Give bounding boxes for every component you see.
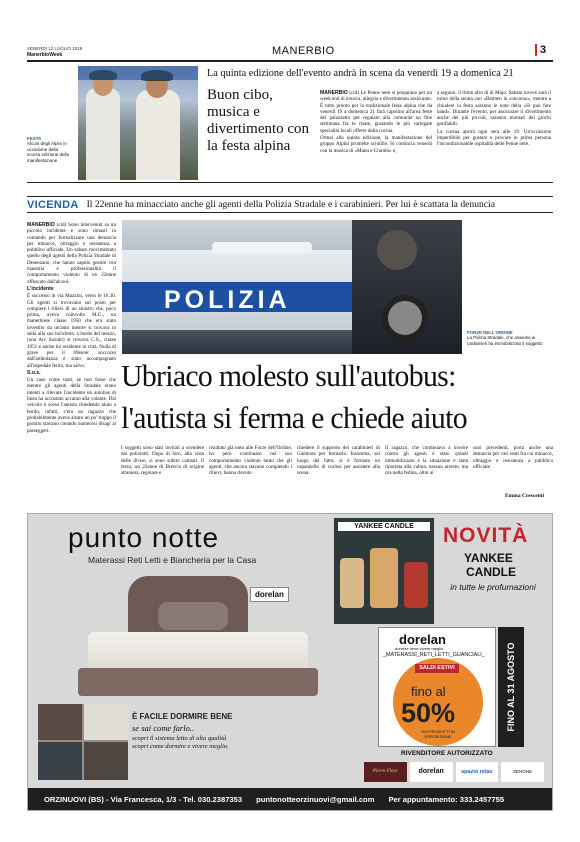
logo-pierre: Pierre Fleur (364, 762, 407, 782)
top-col-2: a seguire, il ritmo afro di di Majo. Sabato invece sarà il turno della serata con «Batmen in concorso», mentre a chiudere la festa saranno le note della «Si può fare band». Durante l'evento, per assicurare il divertimento anche dei più piccoli, saranno montati dei giochi gonfiabili. La cucina aprirà ogni sera alle 19. Un'occasione imperdibile per gustare e provare in prima persona l'incondizionabile ospitalità delle Penne nere. (437, 90, 551, 148)
ad-block (27, 513, 553, 811)
top-photo (78, 66, 198, 180)
dorelan-sub: dormire bene vivere meglio (395, 646, 444, 651)
vicenda-col-3: chiedere il supporto dei carabinieri di Gambara per fermarlo. Insomma, sul luogo del fatto, si è formato un capannello di curiosi per assistere alla scena. (297, 445, 380, 477)
top-kicker: La quinta edizione dell'evento andrà in scena da venerdì 19 a domenica 21 (207, 68, 514, 79)
ad-tagline: Materassi Reti Letti e Biancheria per la Casa (88, 555, 257, 565)
header-date: VENERDÌ 12 LUGLIO 2019 (27, 46, 83, 51)
thumbnails (38, 704, 128, 780)
polizia-lettering: POLIZIA (164, 286, 291, 314)
yankee-label: YANKEE CANDLE (338, 522, 430, 531)
ad-footer (28, 788, 553, 810)
vicenda-left-col: MANERBIO (cid) Sono intervenuti su un piccolo incidente e sono rimasti in comando per formalizzare una denuncia per minacce, oltraggio e resistenza a pubblico ufficiale. Un sabato movimentato quello degli agenti della Polizia Stradale di Desenzano, che hanno saputo gestire con maestria e professionalità il comportamento violento di un 22enne offuscato dall'alcool. L'incidente È successo in via Mazzini, verso le 16.30. Gli agenti si trovavano sul posto per compiere i rilievi di un sinistro che, poco prima, aveva coinvolto M.G., un manerbiese classe 1950 che era stato investito da un'auto mentre si trovava in sella alla sua bicicletta: a bordo del mezzo, (una Aiv Suzuki) si trovava C.S., classe 1951 e anche lui residente in città. Nulla di grave per il 69enne: soccorso dall'ambulanza è stato accompagnato all'ospedale ferito, ma salvo. S.o.s. Un caso come tanti, se non fosse che mentre gli agenti della Stradale erano intenti a rilevare l'incidente un autobus di linea ha accostato accanto alla volante. Dal veicolo è sceso l'autista chiedendo aiuto a bordo, infatti, c'era un ragazzo che probabilmente aveva alzato un po' troppo il gomito stavano creando numerosi disagi ai passeggeri. (27, 222, 117, 434)
footer-appointment: Per appuntamento: 333.2457755 (388, 794, 505, 804)
sui-prodotti: SUI PRODOTTI IN ESPOSIZIONE (421, 729, 455, 739)
header-paper: ManerbioWeek (27, 52, 63, 58)
vicenda-bar (27, 196, 553, 213)
logo-spazio-relax: spazio relax (456, 762, 499, 782)
author: Emma Crescenti (505, 493, 545, 499)
partner-logos (364, 762, 544, 782)
dorelan-products: _MATERASSI_RETI_LETTI_GUANCIALI_ (383, 652, 485, 658)
sleep-line-2: scopri come dormire e vivere meglio. (132, 743, 229, 750)
page-number: 3 (535, 44, 546, 56)
logo-zenone: ZENONE (501, 762, 544, 782)
fino-date: FINO AL 31 AGOSTO (506, 642, 516, 732)
footer-address: ORZINUOVI (BS) - Via Francesca, 1/3 - Tel. 030.2387353 (44, 794, 243, 804)
police-photo-caption: FORZE DELL'ORDINE La Polizia Stradale, che assieme ai carabinieri ha immobilizzato il soggetto (467, 330, 543, 346)
dorelan-small-badge: dorelan (250, 587, 289, 602)
police-photo (122, 220, 462, 354)
saldi-label: SALDI ESTIVI (415, 664, 459, 673)
vicenda-col-1: I soggetti sono stati invitati a scendere dai poliziotti. Dopo di loro, alla vista delle divise, si sono subito calmati. Il terzo, un 22enne di Brescia di origine straniera, regolare e (121, 445, 204, 477)
section-title: MANERBIO (272, 45, 335, 57)
footer-email: puntonotteorzinuovi@gmail.com (256, 794, 375, 804)
yankee-word-1: YANKEE (464, 551, 513, 565)
vicenda-col-2: risultato già noto alle Forze dell'Ordine, ha però continuato nel suo comportamento violento tanto che gli agenti, che ancora stavano compiendo i rilievi, hanno dovuto (209, 445, 292, 477)
vicenda-kicker: Il 22enne ha minacciato anche gli agenti della Polizia Stradale e i carabinieri. Per lui è scattata la denuncia (86, 199, 495, 210)
fino-label: fino al (411, 684, 446, 699)
vicenda-title-2: l'autista si ferma e chiede aiuto (121, 400, 467, 435)
percent-label: 50% (401, 698, 456, 728)
top-photo-caption: FESTA Alcuni degli Alpini in occasione della scorsa edizione della manifestazione (27, 136, 70, 163)
novita-title: NOVITÀ (443, 524, 529, 547)
top-col-1: MANERBIO (cid) Le Penne nere si preparano per un week end di musica, allegria e divertimento assicurato. È tutto pronto per la tradizionale festa alpina che da venerdì 19 a domenica 21 farà capolino all'area feste del palazzetto per regalare alla comunità un fine settimana fra le risate, gustando le più variegate specialità locali offerte dalla cucina. Ormai alla quinta edizione, la manifestazione del gruppo Alpini promette scintille. Si comincia venerdì con la musica di «Manu e Ciumbi» e, (320, 90, 432, 154)
dorelan-logo: dorelan (399, 632, 446, 647)
dorelan-promo (378, 627, 496, 747)
vicenda-col-5: suoi precedenti, porta anche una denuncia per vari reati fra cui minacce, oltraggio e resistenza a pubblico ufficiale. (473, 445, 553, 470)
yankee-word-2: CANDLE (466, 565, 516, 579)
vicenda-title-1: Ubriaco molesto sull'autobus: (121, 358, 456, 393)
sleep-panel (132, 712, 292, 780)
top-title: Buon cibo, musica e divertimento con la festa alpina (207, 87, 310, 154)
vicenda-tag: VICENDA (27, 198, 79, 211)
sleep-title: È FACILE DORMIRE BENE (132, 712, 233, 721)
sleep-sub: se sai come farlo.. (132, 723, 195, 733)
vicenda-col-4: Il ragazzo, che continuava a inveire contro gli agenti è stato quindi immobilizzato e la situazione è stata riportata alla calma: nessun arresto, ma ora nella fedina, oltre ai (385, 445, 468, 477)
logo-dorelan: dorelan (410, 762, 453, 782)
section-rule (27, 182, 553, 183)
sleep-line-1: scopri il sistema letto di alta qualità (132, 735, 227, 742)
novita-sub: in tutte le profumazioni (450, 582, 536, 592)
header-rule (27, 60, 553, 62)
ad-brand: punto notte (68, 522, 220, 553)
rivenditore-label: RIVENDITORE AUTORIZZATO (401, 750, 493, 757)
fino-date-bar (498, 627, 524, 747)
yankee-panel (334, 518, 434, 624)
